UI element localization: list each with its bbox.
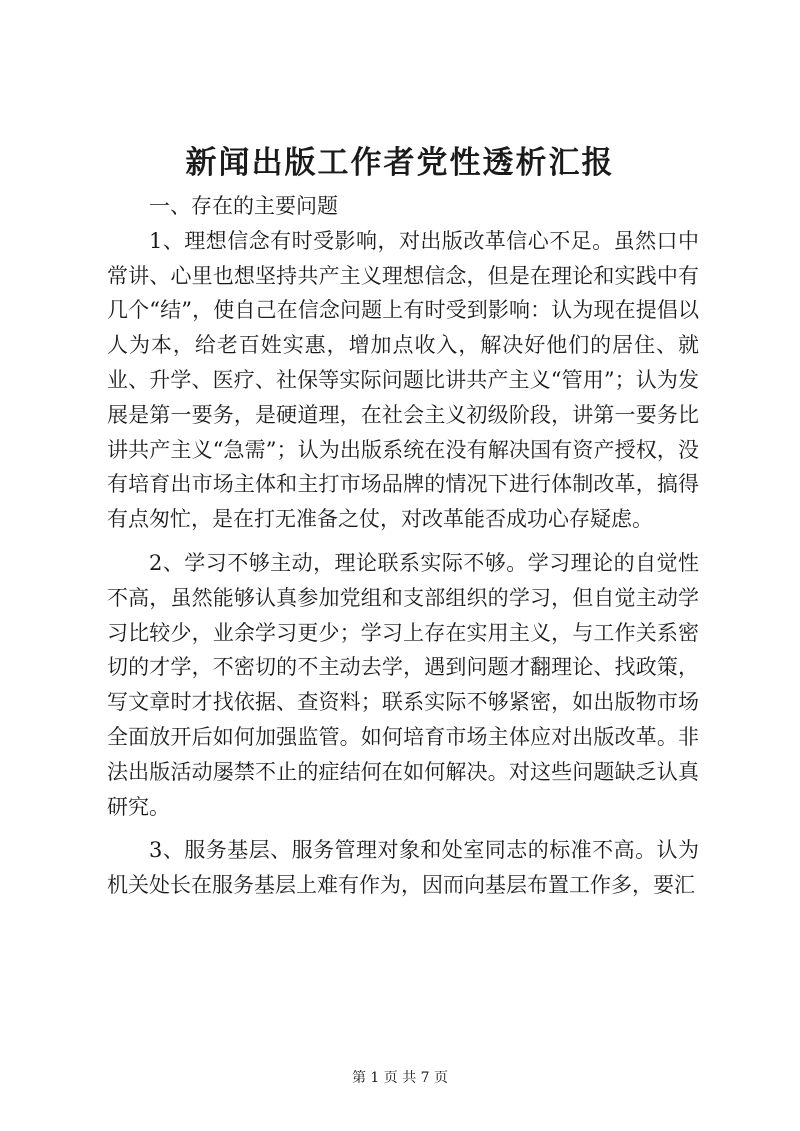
paragraph-3: 3、服务基层、服务管理对象和处室同志的标准不高。认为机关处长在服务基层上难有作为，因而向基层布置工作多，要汇 <box>107 838 699 898</box>
paragraph-2: 2、学习不够主动，理论联系实际不够。学习理论的自觉性不高，虽然能够认真参加党组和支部组织的学习，但自觉主动学习比较少，业余学习更少；学习上存在实用主义，与工作关系密切的才学，不密切的不主动去学，遇到问题才翻理论、找政策，写文章时才找依据、查资料；联系实际不够紧密，如出版物市场全面放开后如何加强监管。如何培育市场主体应对出版改革。非法出版活动屡禁不止的症结何在如何解决。对这些问题缺乏认真研究。 <box>107 550 699 819</box>
paragraph-1: 1、理想信念有时受影响，对出版改革信心不足。虽然口中常讲、心里也想坚持共产主义理想信念，但是在理论和实践中有几个“结”，使自己在信念问题上有时受到影响：认为现在提倡以人为本，给老百姓实惠，增加点收入，解决好他们的居住、就业、升学、医疗、社保等实际问题比讲共产主义“管用”；认为发展是第一要务，是硬道理，在社会主义初级阶段，讲第一要务比讲共产主义“急需”；认为出版系统在没有解决国有资产授权，没有培育出市场主体和主打市场品牌的情况下进行体制改革，搞得有点匆忙，是在打无准备之仗，对改革能否成功心存疑虑。 <box>107 228 699 532</box>
page-footer: 第 1 页 共 7 页 <box>351 1070 449 1086</box>
document-title: 新闻出版工作者党性透析汇报 <box>185 145 615 181</box>
section-heading: 一、存在的主要问题 <box>149 194 338 218</box>
document-body <box>107 189 699 912</box>
